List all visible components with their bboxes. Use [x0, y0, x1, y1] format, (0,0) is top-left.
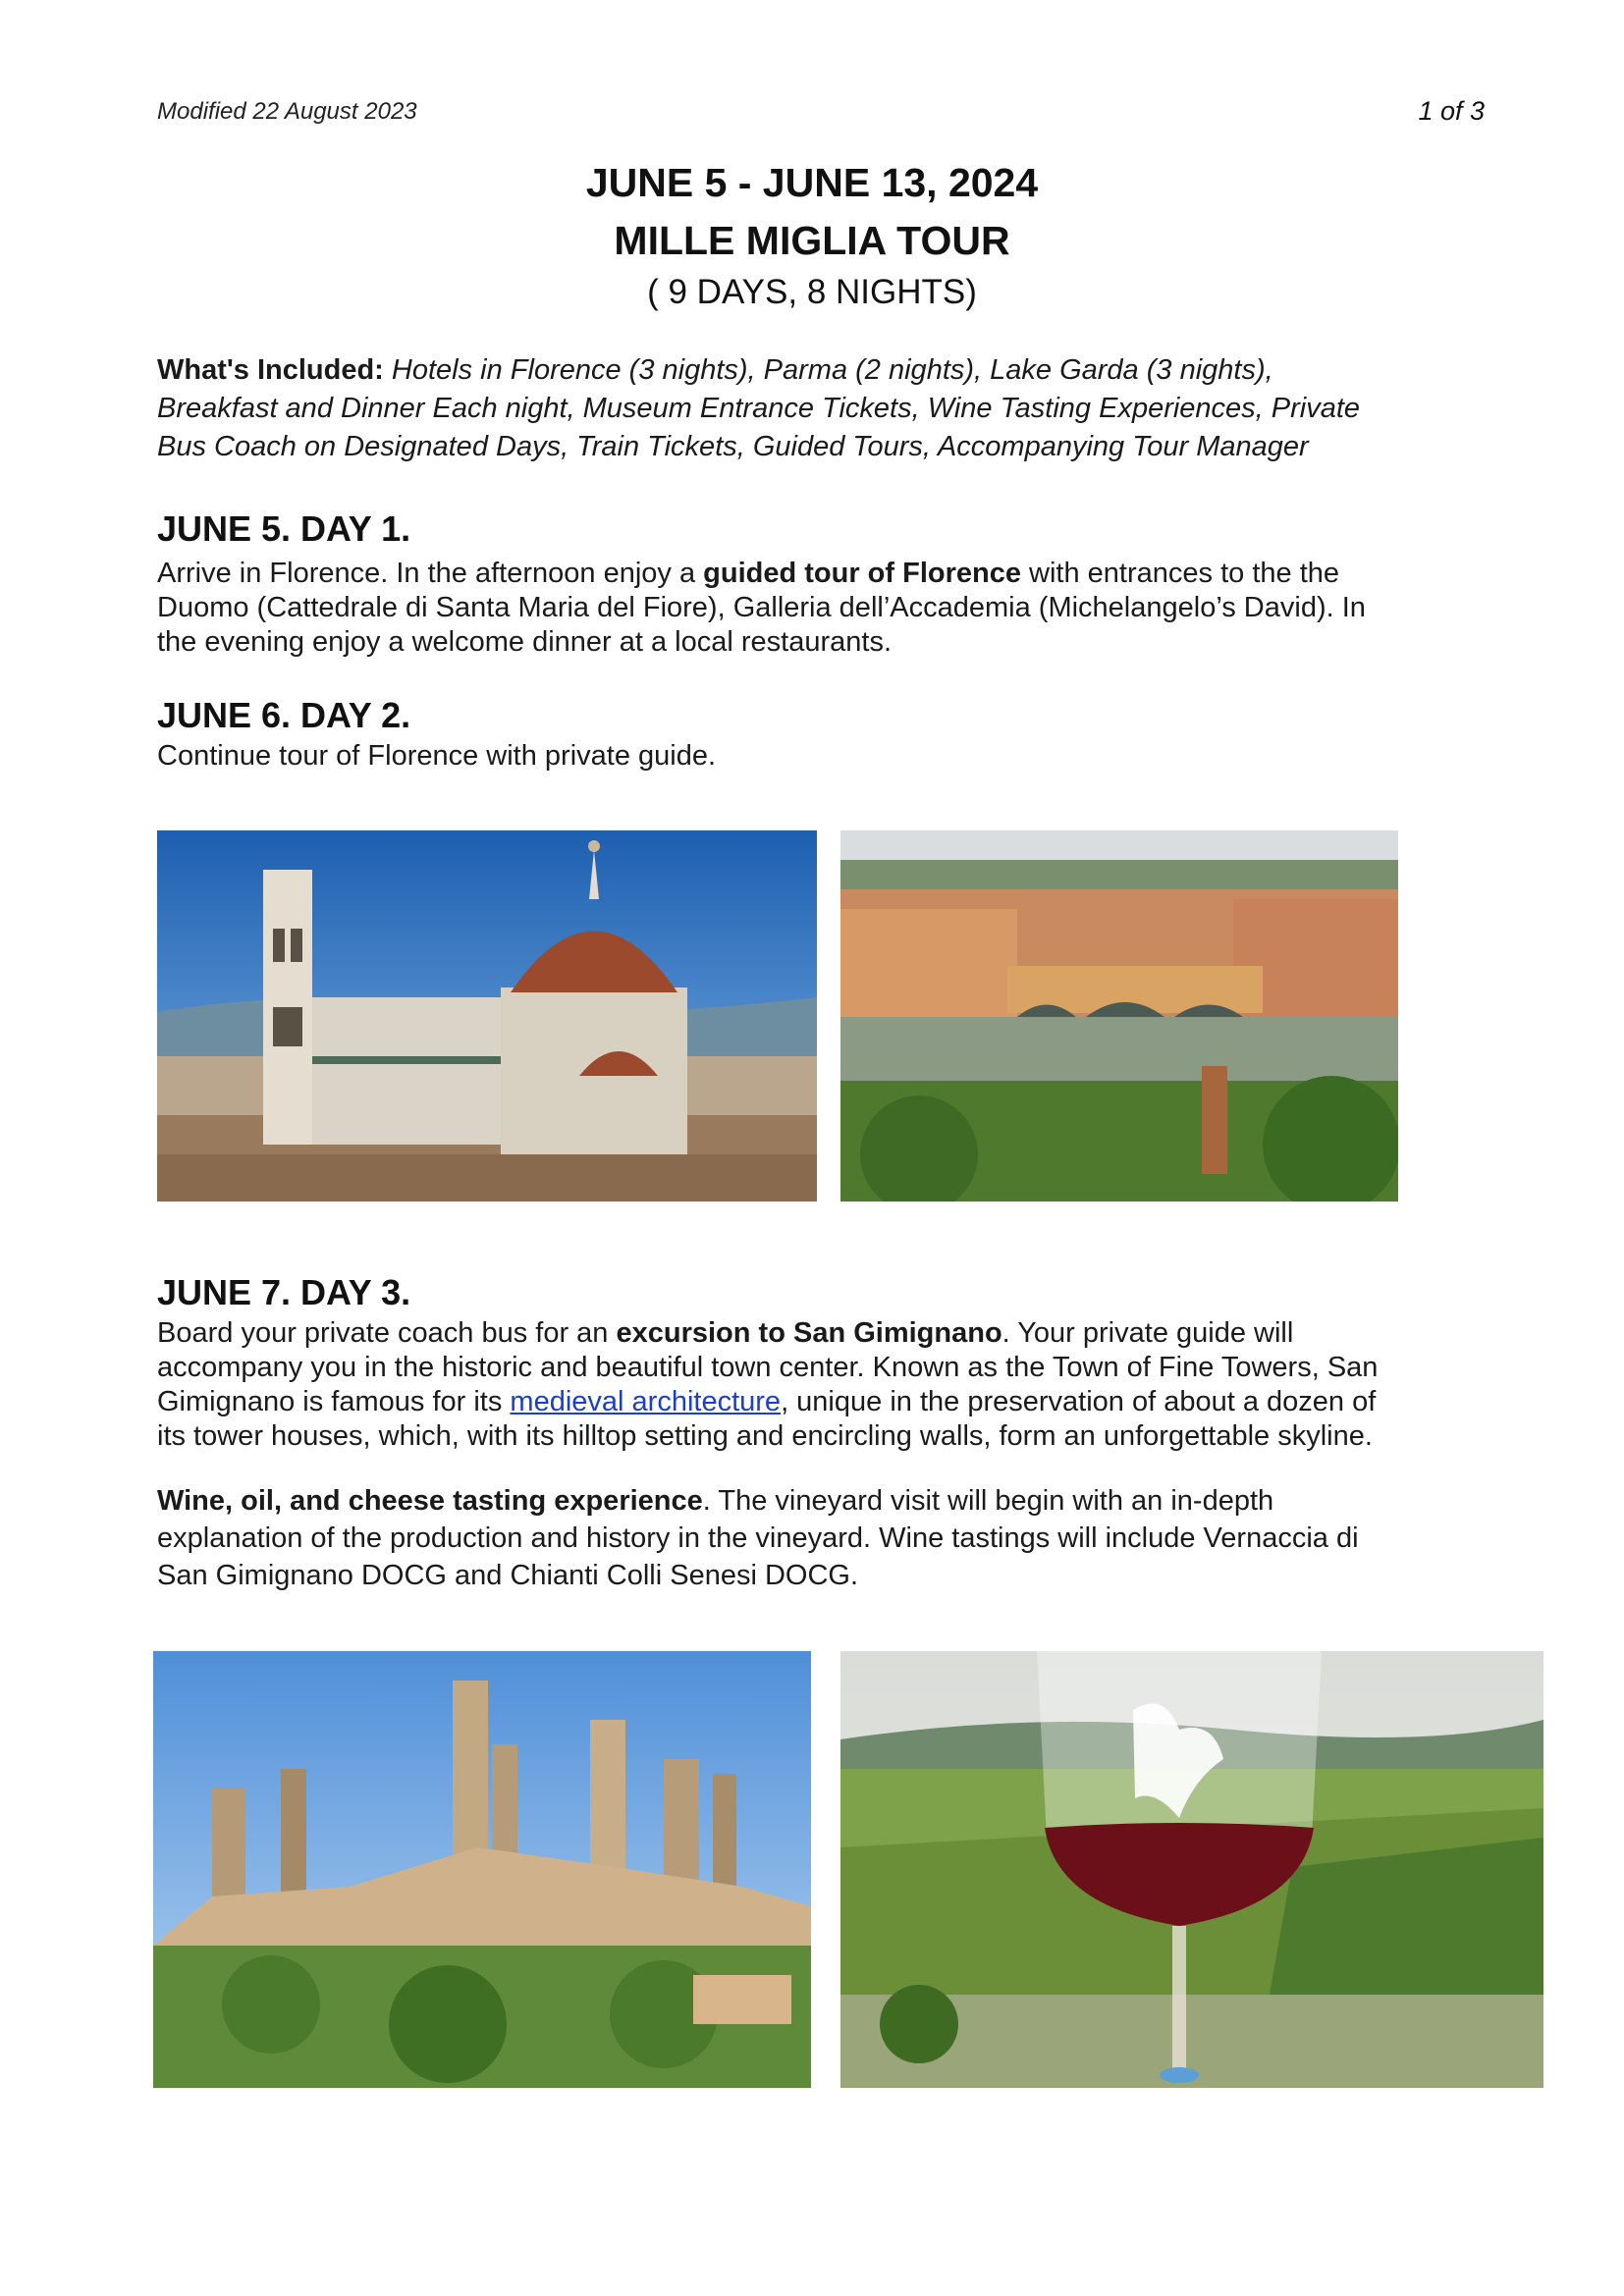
- tour-name-title: MILLE MIGLIA TOUR: [614, 218, 1010, 263]
- wine-glass-photo: [840, 1651, 1543, 2088]
- day3-text: [157, 1316, 1492, 1454]
- included-line-3: Bus Coach on Designated Days, Train Tickets, Guided Tours, Accompanying Tour Manager: [157, 431, 1309, 462]
- ponte-vecchio-photo: [840, 830, 1398, 1201]
- wine-text-line-3: San Gimignano DOCG and Chianti Colli Senesi DOCG.: [157, 1560, 859, 1591]
- day1-text-line-3: the evening enjoy a welcome dinner at a local restaurants.: [157, 626, 892, 658]
- day2-heading: JUNE 6. DAY 2.: [157, 695, 411, 735]
- day1-heading: JUNE 5. DAY 1.: [157, 508, 411, 549]
- tour-dates-title: JUNE 5 - JUNE 13, 2024: [585, 160, 1039, 205]
- included-line-1: Hotels in Florence (3 nights), Parma (2 nights), Lake Garda (3 nights),: [391, 354, 1273, 386]
- day3-highlight: excursion to San Gimignano: [616, 1317, 1002, 1349]
- day1-highlight: guided tour of Florence: [703, 558, 1021, 589]
- tour-duration: ( 9 DAYS, 8 NIGHTS): [647, 273, 977, 311]
- day3-text-line-2: accompany you in the historic and beautiful town center. Known as the Town of Fine Towers, San: [157, 1352, 1379, 1383]
- day3-text-line-3c: , unique in the preservation of about a dozen of: [781, 1386, 1377, 1417]
- day3-text-line-3a: Gimignano is famous for its: [157, 1386, 511, 1417]
- san-gimignano-photo: [153, 1651, 811, 2088]
- medieval-architecture-link[interactable]: medieval architecture: [510, 1386, 782, 1417]
- duomo-photo: [157, 830, 817, 1201]
- wine-text-line-1b: . The vineyard visit will begin with an in-depth: [702, 1485, 1274, 1517]
- day3-heading: JUNE 7. DAY 3.: [157, 1272, 411, 1312]
- day1-text-line-1a: Arrive in Florence. In the afternoon enjoy a: [157, 558, 704, 589]
- day1-text-line-1c: with entrances to the the: [1020, 558, 1340, 589]
- day2-text: Continue tour of Florence with private guide.: [157, 740, 717, 772]
- wine-tasting-text: [157, 1482, 1492, 1594]
- day3-text-line-1c: . Your private guide will: [1001, 1317, 1294, 1349]
- wine-text-line-2: explanation of the production and history in the vineyard. Wine tastings will include Vernaccia di: [157, 1522, 1359, 1554]
- wine-tasting-highlight: Wine, oil, and cheese tasting experience: [157, 1485, 703, 1517]
- page-number: 1 of 3: [1418, 96, 1485, 126]
- day3-text-line-1a: Board your private coach bus for an: [157, 1317, 617, 1349]
- included-label: What's Included:: [157, 354, 384, 386]
- included-section: [157, 351, 1492, 466]
- modified-date: Modified 22 August 2023: [157, 98, 417, 125]
- day1-text: [157, 557, 1492, 660]
- included-line-2: Breakfast and Dinner Each night, Museum Entrance Tickets, Wine Tasting Experiences, Private: [157, 393, 1361, 424]
- day3-text-line-4: its tower houses, which, with its hilltop setting and encircling walls, form an unforgettable skyline.: [157, 1420, 1373, 1452]
- day1-text-line-2: Duomo (Cattedrale di Santa Maria del Fiore), Galleria dell’Accademia (Michelangelo’s David). In: [157, 592, 1366, 623]
